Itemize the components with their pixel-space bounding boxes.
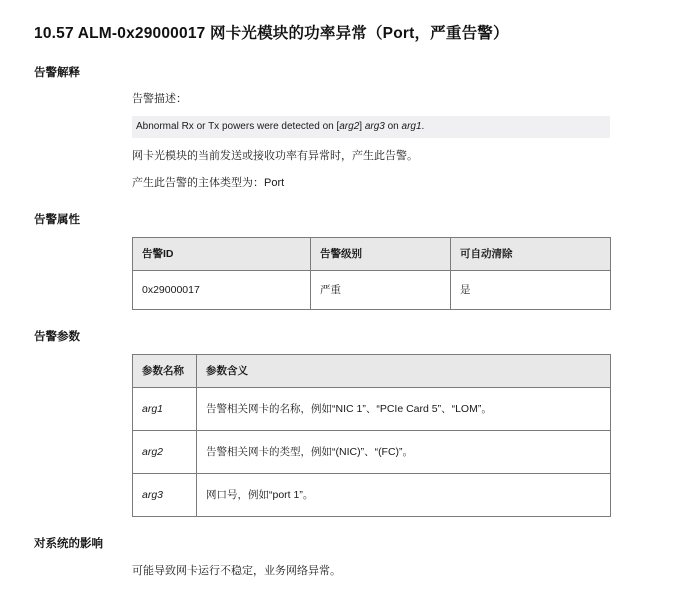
code-arg3: arg3: [364, 121, 385, 133]
cell-param-name: arg2: [133, 431, 197, 474]
section-heading-impact: 对系统的影响: [34, 538, 103, 551]
code-after: .: [421, 121, 425, 133]
alarm-description-label: 告警描述：: [132, 93, 187, 106]
code-middle1: ]: [359, 121, 365, 133]
table-row: [133, 271, 611, 310]
section-alarm-parameters: [34, 328, 642, 517]
cell-alarm-id: 0x29000017: [133, 271, 311, 310]
section-alarm-attributes: [34, 211, 642, 310]
code-arg2: arg2: [339, 121, 360, 133]
table-row: [133, 431, 611, 474]
column-header-alarm-severity: 告警级别: [311, 237, 451, 270]
alarm-description-code: [132, 116, 610, 138]
column-header-auto-clear: 可自动清除: [451, 237, 611, 270]
column-header-param-meaning: 参数含义: [197, 355, 611, 388]
explanation-paragraph-2: 产生此告警的主体类型为：Port: [132, 176, 285, 189]
explanation-paragraph-1: 网卡光模块的当前发送或接收功率有异常时，产生此告警。: [132, 150, 418, 163]
section-heading-attributes: 告警属性: [34, 213, 80, 226]
alarm-attributes-table: [132, 237, 611, 310]
section-heading-parameters: 告警参数: [34, 331, 80, 344]
column-header-param-name: 参数名称: [133, 355, 197, 388]
cell-param-meaning: 告警相关网卡的名称，例如“NIC 1”、“PCIe Card 5”、“LOM”。: [197, 388, 611, 431]
column-header-alarm-id: 告警ID: [133, 237, 311, 270]
table-header-row: [133, 355, 611, 388]
cell-alarm-severity: 严重: [311, 271, 451, 310]
cell-param-meaning: 告警相关网卡的类型，例如“(NIC)”、“(FC)”。: [197, 431, 611, 474]
page-title: 10.57 ALM-0x29000017 网卡光模块的功率异常（Port，严重告警）: [34, 25, 509, 42]
cell-auto-clear: 是: [451, 271, 611, 310]
code-arg1: arg1: [401, 121, 422, 133]
table-row: [133, 474, 611, 517]
cell-param-meaning: 网口号，例如“port 1”。: [197, 474, 611, 517]
table-row: [133, 388, 611, 431]
table-header-row: [133, 237, 611, 270]
code-before: Abnormal Rx or Tx powers were detected on [: [136, 121, 340, 133]
alarm-parameters-table: [132, 354, 611, 517]
section-system-impact: [34, 535, 642, 581]
code-middle2: on: [384, 121, 402, 133]
cell-param-name: arg1: [133, 388, 197, 431]
section-alarm-explanation: [34, 64, 642, 193]
impact-paragraph-1: 可能导致网卡运行不稳定，业务网络异常。: [132, 565, 341, 578]
section-heading-explanation: 告警解释: [34, 67, 80, 80]
explanation-body: [132, 90, 642, 193]
cell-param-name: arg3: [133, 474, 197, 517]
